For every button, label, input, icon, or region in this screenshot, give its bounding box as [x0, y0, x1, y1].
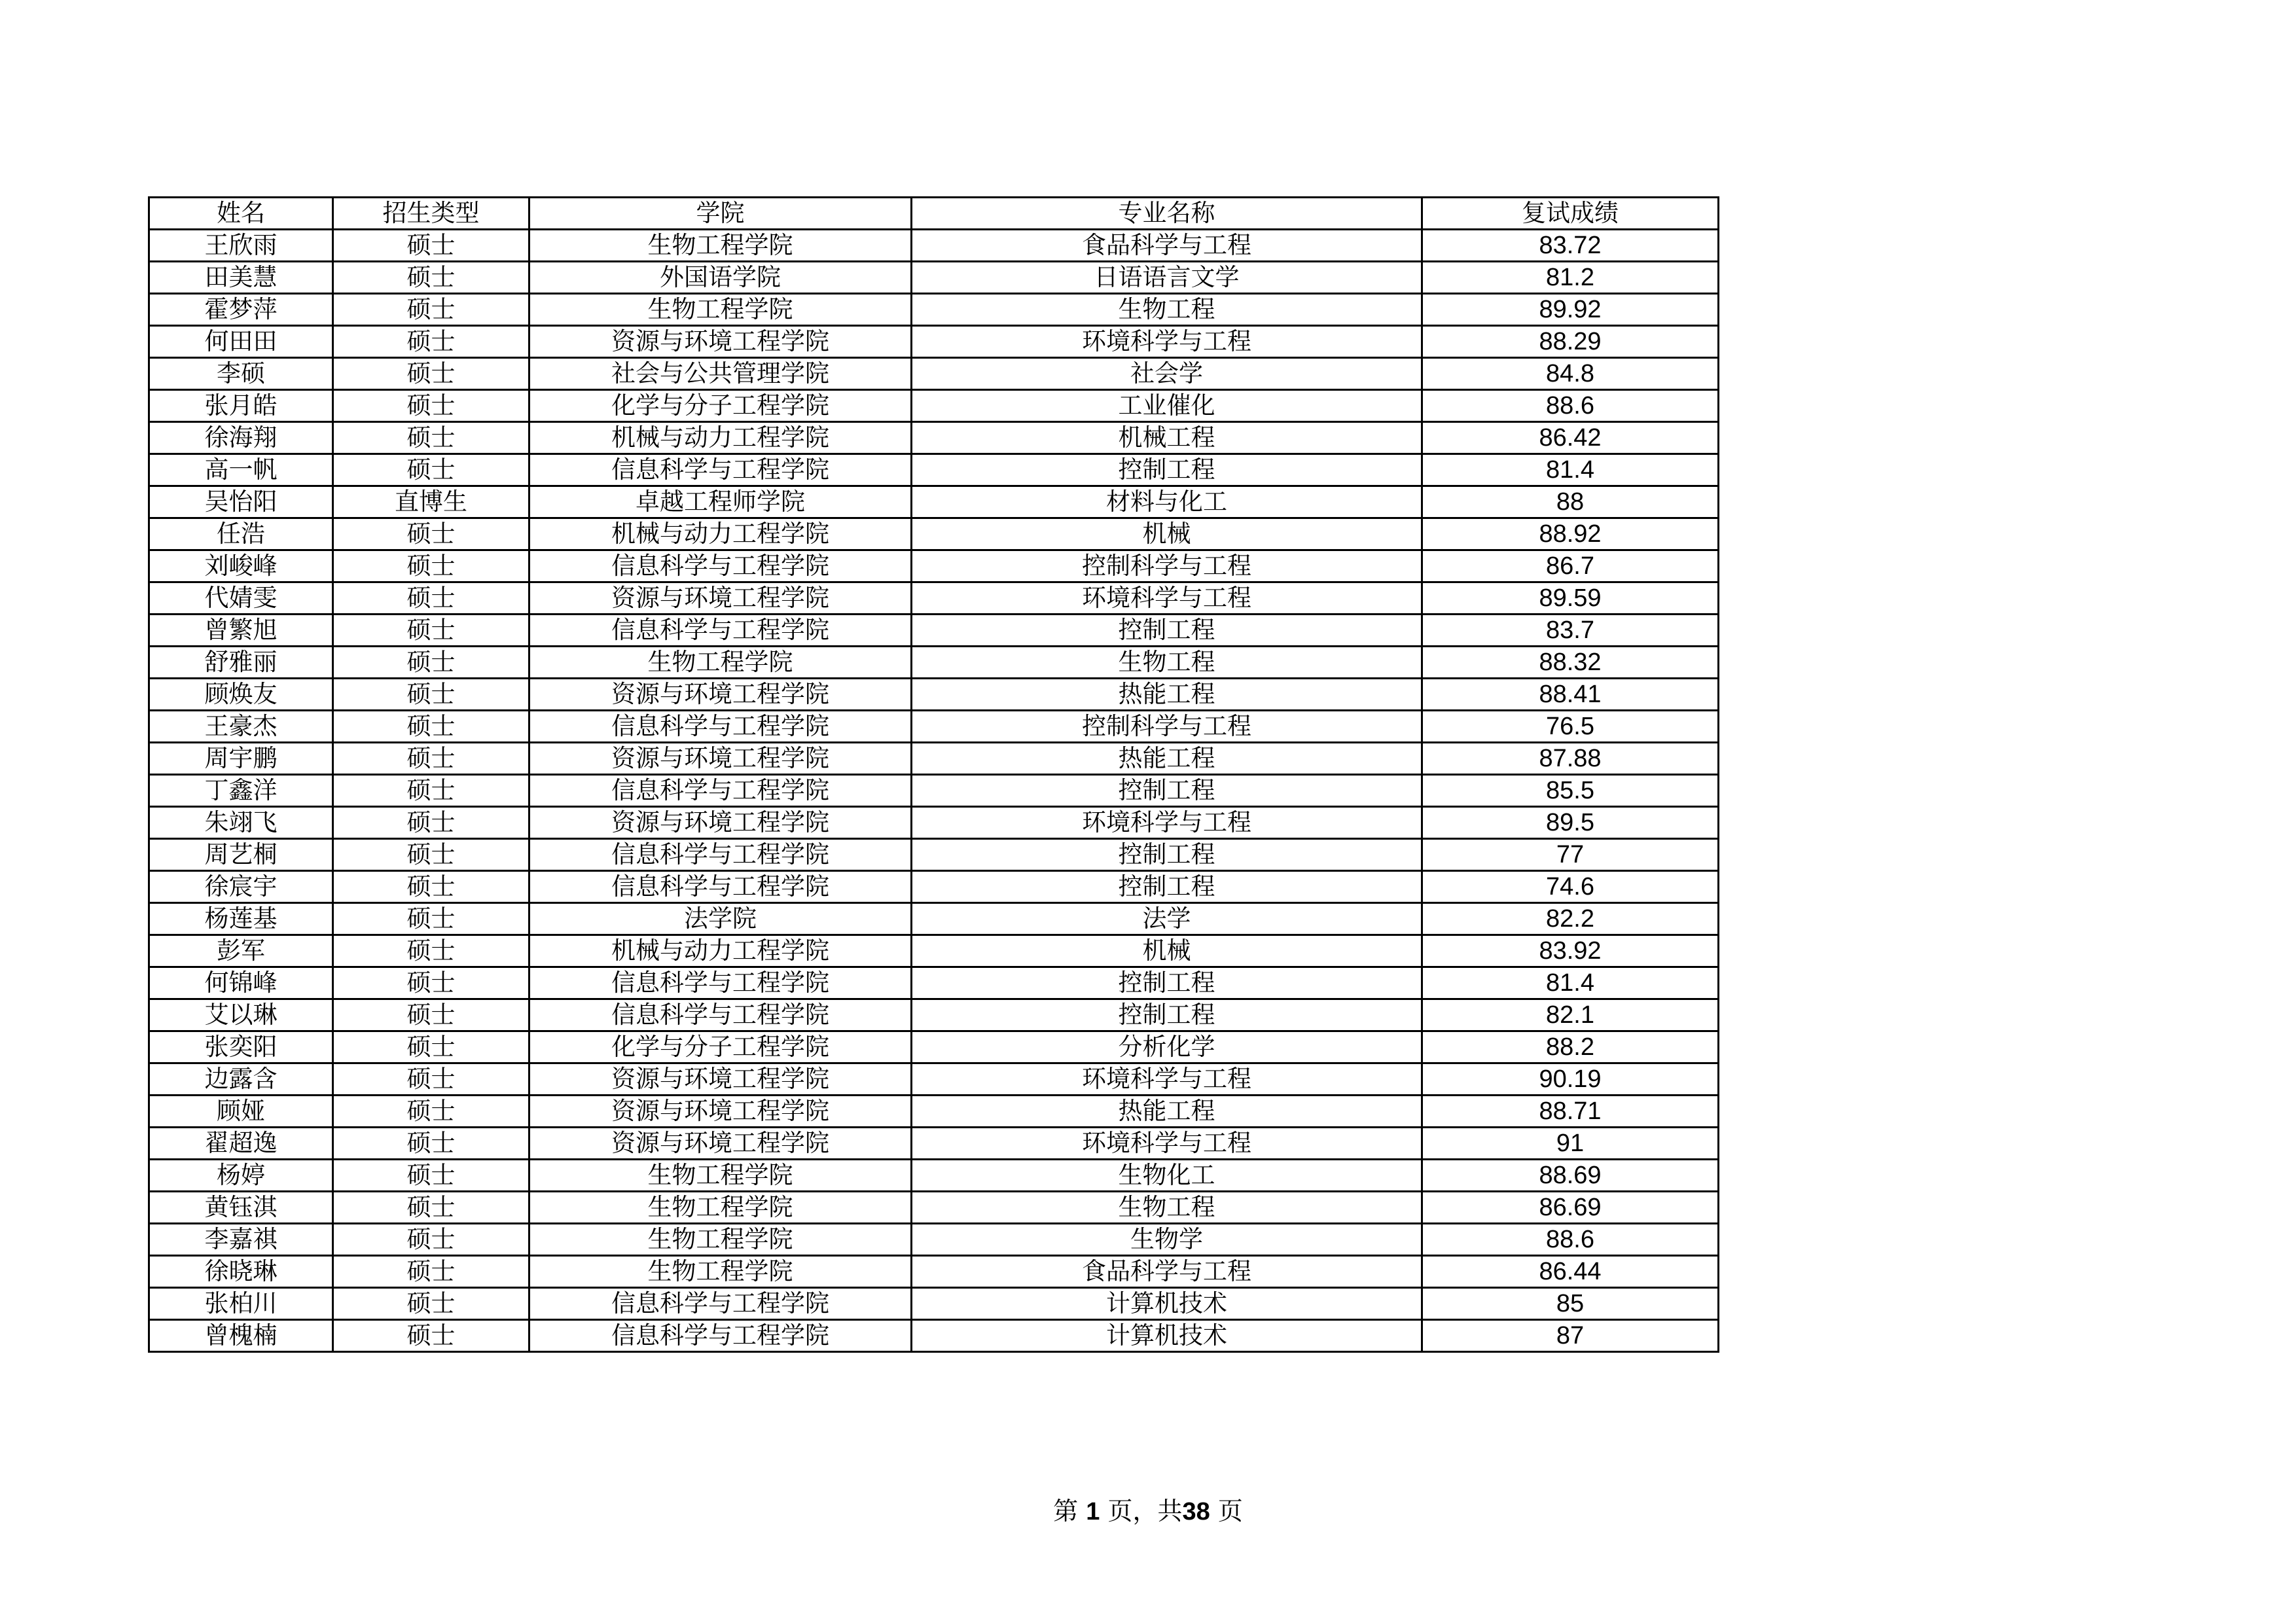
cell-enrollment-type: 硕士 — [333, 582, 529, 615]
cell-college: 信息科学与工程学院 — [529, 550, 912, 582]
cell-name: 何田田 — [149, 326, 333, 358]
table-row — [149, 967, 1719, 999]
cell-retest-score: 88.71 — [1422, 1096, 1719, 1128]
cell-enrollment-type: 硕士 — [333, 1192, 529, 1224]
table-row — [149, 486, 1719, 518]
cell-enrollment-type: 硕士 — [333, 358, 529, 390]
cell-major: 机械工程 — [912, 422, 1422, 454]
cell-name: 彭军 — [149, 935, 333, 967]
cell-college: 信息科学与工程学院 — [529, 711, 912, 743]
table-row — [149, 1192, 1719, 1224]
cell-retest-score: 88.92 — [1422, 518, 1719, 550]
cell-college: 社会与公共管理学院 — [529, 358, 912, 390]
cell-name: 王欣雨 — [149, 230, 333, 262]
cell-enrollment-type: 硕士 — [333, 775, 529, 807]
cell-retest-score: 76.5 — [1422, 711, 1719, 743]
cell-name: 王豪杰 — [149, 711, 333, 743]
cell-major: 食品科学与工程 — [912, 230, 1422, 262]
header-major: 专业名称 — [912, 198, 1422, 230]
cell-name: 徐宸宇 — [149, 871, 333, 903]
table-row — [149, 518, 1719, 550]
header-enrollment-type: 招生类型 — [333, 198, 529, 230]
cell-major: 日语语言文学 — [912, 262, 1422, 294]
total-pages-number: 38 — [1182, 1498, 1210, 1525]
table-row — [149, 999, 1719, 1031]
cell-major: 食品科学与工程 — [912, 1256, 1422, 1288]
cell-name: 刘峻峰 — [149, 550, 333, 582]
cell-major: 热能工程 — [912, 1096, 1422, 1128]
cell-college: 信息科学与工程学院 — [529, 1320, 912, 1352]
cell-retest-score: 89.5 — [1422, 807, 1719, 839]
cell-enrollment-type: 硕士 — [333, 1320, 529, 1352]
table-row — [149, 1224, 1719, 1256]
cell-college: 信息科学与工程学院 — [529, 775, 912, 807]
cell-enrollment-type: 硕士 — [333, 1031, 529, 1063]
table-row — [149, 839, 1719, 871]
cell-name: 徐海翔 — [149, 422, 333, 454]
table-row — [149, 1320, 1719, 1352]
cell-enrollment-type: 硕士 — [333, 262, 529, 294]
cell-college: 外国语学院 — [529, 262, 912, 294]
cell-major: 环境科学与工程 — [912, 1128, 1422, 1160]
cell-major: 环境科学与工程 — [912, 582, 1422, 615]
cell-enrollment-type: 硕士 — [333, 615, 529, 647]
cell-retest-score: 84.8 — [1422, 358, 1719, 390]
table-row — [149, 358, 1719, 390]
table-row — [149, 615, 1719, 647]
cell-retest-score: 88.41 — [1422, 679, 1719, 711]
cell-major: 控制工程 — [912, 615, 1422, 647]
cell-college: 资源与环境工程学院 — [529, 1128, 912, 1160]
cell-name: 张奕阳 — [149, 1031, 333, 1063]
current-page-number: 1 — [1086, 1498, 1100, 1525]
cell-college: 生物工程学院 — [529, 1256, 912, 1288]
cell-retest-score: 88.32 — [1422, 647, 1719, 679]
cell-college: 信息科学与工程学院 — [529, 839, 912, 871]
cell-enrollment-type: 硕士 — [333, 454, 529, 486]
cell-college: 化学与分子工程学院 — [529, 1031, 912, 1063]
cell-retest-score: 86.44 — [1422, 1256, 1719, 1288]
cell-college: 资源与环境工程学院 — [529, 1096, 912, 1128]
cell-major: 控制工程 — [912, 839, 1422, 871]
cell-major: 控制科学与工程 — [912, 711, 1422, 743]
table-row — [149, 807, 1719, 839]
cell-name: 曾繁旭 — [149, 615, 333, 647]
cell-major: 法学 — [912, 903, 1422, 935]
cell-major: 生物工程 — [912, 294, 1422, 326]
cell-retest-score: 83.7 — [1422, 615, 1719, 647]
cell-college: 资源与环境工程学院 — [529, 326, 912, 358]
cell-major: 环境科学与工程 — [912, 1063, 1422, 1096]
cell-major: 计算机技术 — [912, 1288, 1422, 1320]
cell-major: 机械 — [912, 935, 1422, 967]
cell-name: 顾焕友 — [149, 679, 333, 711]
cell-name: 黄钰淇 — [149, 1192, 333, 1224]
header-college: 学院 — [529, 198, 912, 230]
cell-major: 控制工程 — [912, 454, 1422, 486]
cell-retest-score: 83.72 — [1422, 230, 1719, 262]
table-row — [149, 711, 1719, 743]
cell-college: 生物工程学院 — [529, 1160, 912, 1192]
cell-major: 控制科学与工程 — [912, 550, 1422, 582]
cell-college: 信息科学与工程学院 — [529, 999, 912, 1031]
cell-enrollment-type: 硕士 — [333, 1063, 529, 1096]
cell-name: 边露含 — [149, 1063, 333, 1096]
cell-major: 控制工程 — [912, 999, 1422, 1031]
table-row — [149, 647, 1719, 679]
cell-major: 计算机技术 — [912, 1320, 1422, 1352]
cell-retest-score: 88 — [1422, 486, 1719, 518]
cell-major: 工业催化 — [912, 390, 1422, 422]
table-row — [149, 935, 1719, 967]
cell-college: 卓越工程师学院 — [529, 486, 912, 518]
cell-major: 控制工程 — [912, 775, 1422, 807]
cell-college: 机械与动力工程学院 — [529, 518, 912, 550]
header-row — [149, 198, 1719, 230]
cell-retest-score: 87.88 — [1422, 743, 1719, 775]
table-row — [149, 903, 1719, 935]
cell-enrollment-type: 硕士 — [333, 1288, 529, 1320]
table-row — [149, 679, 1719, 711]
cell-major: 热能工程 — [912, 679, 1422, 711]
cell-enrollment-type: 硕士 — [333, 967, 529, 999]
cell-name: 朱翊飞 — [149, 807, 333, 839]
cell-college: 法学院 — [529, 903, 912, 935]
cell-retest-score: 90.19 — [1422, 1063, 1719, 1096]
cell-retest-score: 77 — [1422, 839, 1719, 871]
cell-retest-score: 88.6 — [1422, 1224, 1719, 1256]
cell-name: 田美慧 — [149, 262, 333, 294]
cell-retest-score: 89.59 — [1422, 582, 1719, 615]
cell-name: 顾娅 — [149, 1096, 333, 1128]
cell-retest-score: 88.69 — [1422, 1160, 1719, 1192]
cell-name: 艾以琳 — [149, 999, 333, 1031]
table-row — [149, 871, 1719, 903]
cell-college: 生物工程学院 — [529, 1224, 912, 1256]
cell-name: 翟超逸 — [149, 1128, 333, 1160]
cell-enrollment-type: 硕士 — [333, 550, 529, 582]
cell-major: 生物化工 — [912, 1160, 1422, 1192]
table-row — [149, 1288, 1719, 1320]
cell-name: 张柏川 — [149, 1288, 333, 1320]
cell-enrollment-type: 硕士 — [333, 518, 529, 550]
cell-retest-score: 88.2 — [1422, 1031, 1719, 1063]
cell-enrollment-type: 硕士 — [333, 390, 529, 422]
cell-name: 张月皓 — [149, 390, 333, 422]
cell-enrollment-type: 硕士 — [333, 839, 529, 871]
header-retest-score: 复试成绩 — [1422, 198, 1719, 230]
table-row — [149, 230, 1719, 262]
results-table — [148, 196, 1719, 1353]
cell-name: 杨莲基 — [149, 903, 333, 935]
cell-enrollment-type: 硕士 — [333, 647, 529, 679]
cell-retest-score: 86.42 — [1422, 422, 1719, 454]
cell-name: 高一帆 — [149, 454, 333, 486]
cell-college: 生物工程学院 — [529, 647, 912, 679]
cell-enrollment-type: 硕士 — [333, 871, 529, 903]
cell-major: 环境科学与工程 — [912, 326, 1422, 358]
cell-retest-score: 88.29 — [1422, 326, 1719, 358]
cell-enrollment-type: 直博生 — [333, 486, 529, 518]
table-row — [149, 1096, 1719, 1128]
footer-suffix: 页 — [1217, 1497, 1243, 1525]
page-footer — [0, 1495, 2296, 1528]
cell-retest-score: 89.92 — [1422, 294, 1719, 326]
cell-enrollment-type: 硕士 — [333, 1096, 529, 1128]
cell-major: 环境科学与工程 — [912, 807, 1422, 839]
cell-name: 杨婷 — [149, 1160, 333, 1192]
table-row — [149, 262, 1719, 294]
cell-name: 何锦峰 — [149, 967, 333, 999]
cell-retest-score: 85.5 — [1422, 775, 1719, 807]
cell-college: 信息科学与工程学院 — [529, 615, 912, 647]
cell-name: 舒雅丽 — [149, 647, 333, 679]
cell-enrollment-type: 硕士 — [333, 743, 529, 775]
cell-retest-score: 88.6 — [1422, 390, 1719, 422]
cell-retest-score: 82.2 — [1422, 903, 1719, 935]
cell-college: 信息科学与工程学院 — [529, 454, 912, 486]
cell-retest-score: 86.7 — [1422, 550, 1719, 582]
cell-retest-score: 86.69 — [1422, 1192, 1719, 1224]
cell-college: 信息科学与工程学院 — [529, 1288, 912, 1320]
cell-major: 热能工程 — [912, 743, 1422, 775]
cell-major: 生物工程 — [912, 1192, 1422, 1224]
cell-name: 李硕 — [149, 358, 333, 390]
cell-name: 李嘉祺 — [149, 1224, 333, 1256]
footer-middle: 页，共 — [1107, 1497, 1183, 1525]
cell-name: 周艺桐 — [149, 839, 333, 871]
cell-name: 代婧雯 — [149, 582, 333, 615]
table-row — [149, 550, 1719, 582]
table-row — [149, 422, 1719, 454]
table-row — [149, 775, 1719, 807]
cell-retest-score: 82.1 — [1422, 999, 1719, 1031]
cell-major: 生物工程 — [912, 647, 1422, 679]
footer-prefix: 第 — [1053, 1497, 1079, 1525]
cell-enrollment-type: 硕士 — [333, 807, 529, 839]
cell-major: 生物学 — [912, 1224, 1422, 1256]
cell-retest-score: 91 — [1422, 1128, 1719, 1160]
header-name: 姓名 — [149, 198, 333, 230]
cell-college: 资源与环境工程学院 — [529, 582, 912, 615]
cell-college: 资源与环境工程学院 — [529, 743, 912, 775]
cell-college: 信息科学与工程学院 — [529, 871, 912, 903]
cell-enrollment-type: 硕士 — [333, 903, 529, 935]
table-row — [149, 294, 1719, 326]
cell-enrollment-type: 硕士 — [333, 1256, 529, 1288]
cell-enrollment-type: 硕士 — [333, 935, 529, 967]
cell-retest-score: 83.92 — [1422, 935, 1719, 967]
cell-name: 吴怡阳 — [149, 486, 333, 518]
cell-name: 丁鑫洋 — [149, 775, 333, 807]
cell-enrollment-type: 硕士 — [333, 1128, 529, 1160]
cell-major: 材料与化工 — [912, 486, 1422, 518]
table-row — [149, 582, 1719, 615]
cell-college: 资源与环境工程学院 — [529, 1063, 912, 1096]
table-header — [149, 198, 1719, 230]
cell-retest-score: 81.4 — [1422, 454, 1719, 486]
table-row — [149, 1063, 1719, 1096]
table-row — [149, 1128, 1719, 1160]
table-row — [149, 1160, 1719, 1192]
cell-major: 控制工程 — [912, 871, 1422, 903]
cell-enrollment-type: 硕士 — [333, 711, 529, 743]
cell-major: 分析化学 — [912, 1031, 1422, 1063]
cell-college: 机械与动力工程学院 — [529, 935, 912, 967]
table-row — [149, 390, 1719, 422]
cell-college: 资源与环境工程学院 — [529, 679, 912, 711]
cell-college: 化学与分子工程学院 — [529, 390, 912, 422]
cell-enrollment-type: 硕士 — [333, 1160, 529, 1192]
table-row — [149, 454, 1719, 486]
table-row — [149, 326, 1719, 358]
cell-enrollment-type: 硕士 — [333, 999, 529, 1031]
cell-enrollment-type: 硕士 — [333, 679, 529, 711]
cell-major: 社会学 — [912, 358, 1422, 390]
cell-retest-score: 85 — [1422, 1288, 1719, 1320]
cell-enrollment-type: 硕士 — [333, 326, 529, 358]
cell-enrollment-type: 硕士 — [333, 294, 529, 326]
cell-retest-score: 81.2 — [1422, 262, 1719, 294]
table-body — [149, 230, 1719, 1352]
cell-name: 徐晓琳 — [149, 1256, 333, 1288]
cell-college: 信息科学与工程学院 — [529, 967, 912, 999]
cell-college: 资源与环境工程学院 — [529, 807, 912, 839]
cell-major: 控制工程 — [912, 967, 1422, 999]
cell-name: 任浩 — [149, 518, 333, 550]
cell-name: 霍梦萍 — [149, 294, 333, 326]
cell-retest-score: 87 — [1422, 1320, 1719, 1352]
table-row — [149, 743, 1719, 775]
cell-enrollment-type: 硕士 — [333, 422, 529, 454]
cell-name: 曾槐楠 — [149, 1320, 333, 1352]
cell-college: 机械与动力工程学院 — [529, 422, 912, 454]
table-row — [149, 1031, 1719, 1063]
cell-name: 周宇鹏 — [149, 743, 333, 775]
cell-retest-score: 81.4 — [1422, 967, 1719, 999]
table-row — [149, 1256, 1719, 1288]
cell-college: 生物工程学院 — [529, 230, 912, 262]
cell-college: 生物工程学院 — [529, 294, 912, 326]
cell-retest-score: 74.6 — [1422, 871, 1719, 903]
cell-enrollment-type: 硕士 — [333, 230, 529, 262]
cell-enrollment-type: 硕士 — [333, 1224, 529, 1256]
cell-major: 机械 — [912, 518, 1422, 550]
cell-college: 生物工程学院 — [529, 1192, 912, 1224]
